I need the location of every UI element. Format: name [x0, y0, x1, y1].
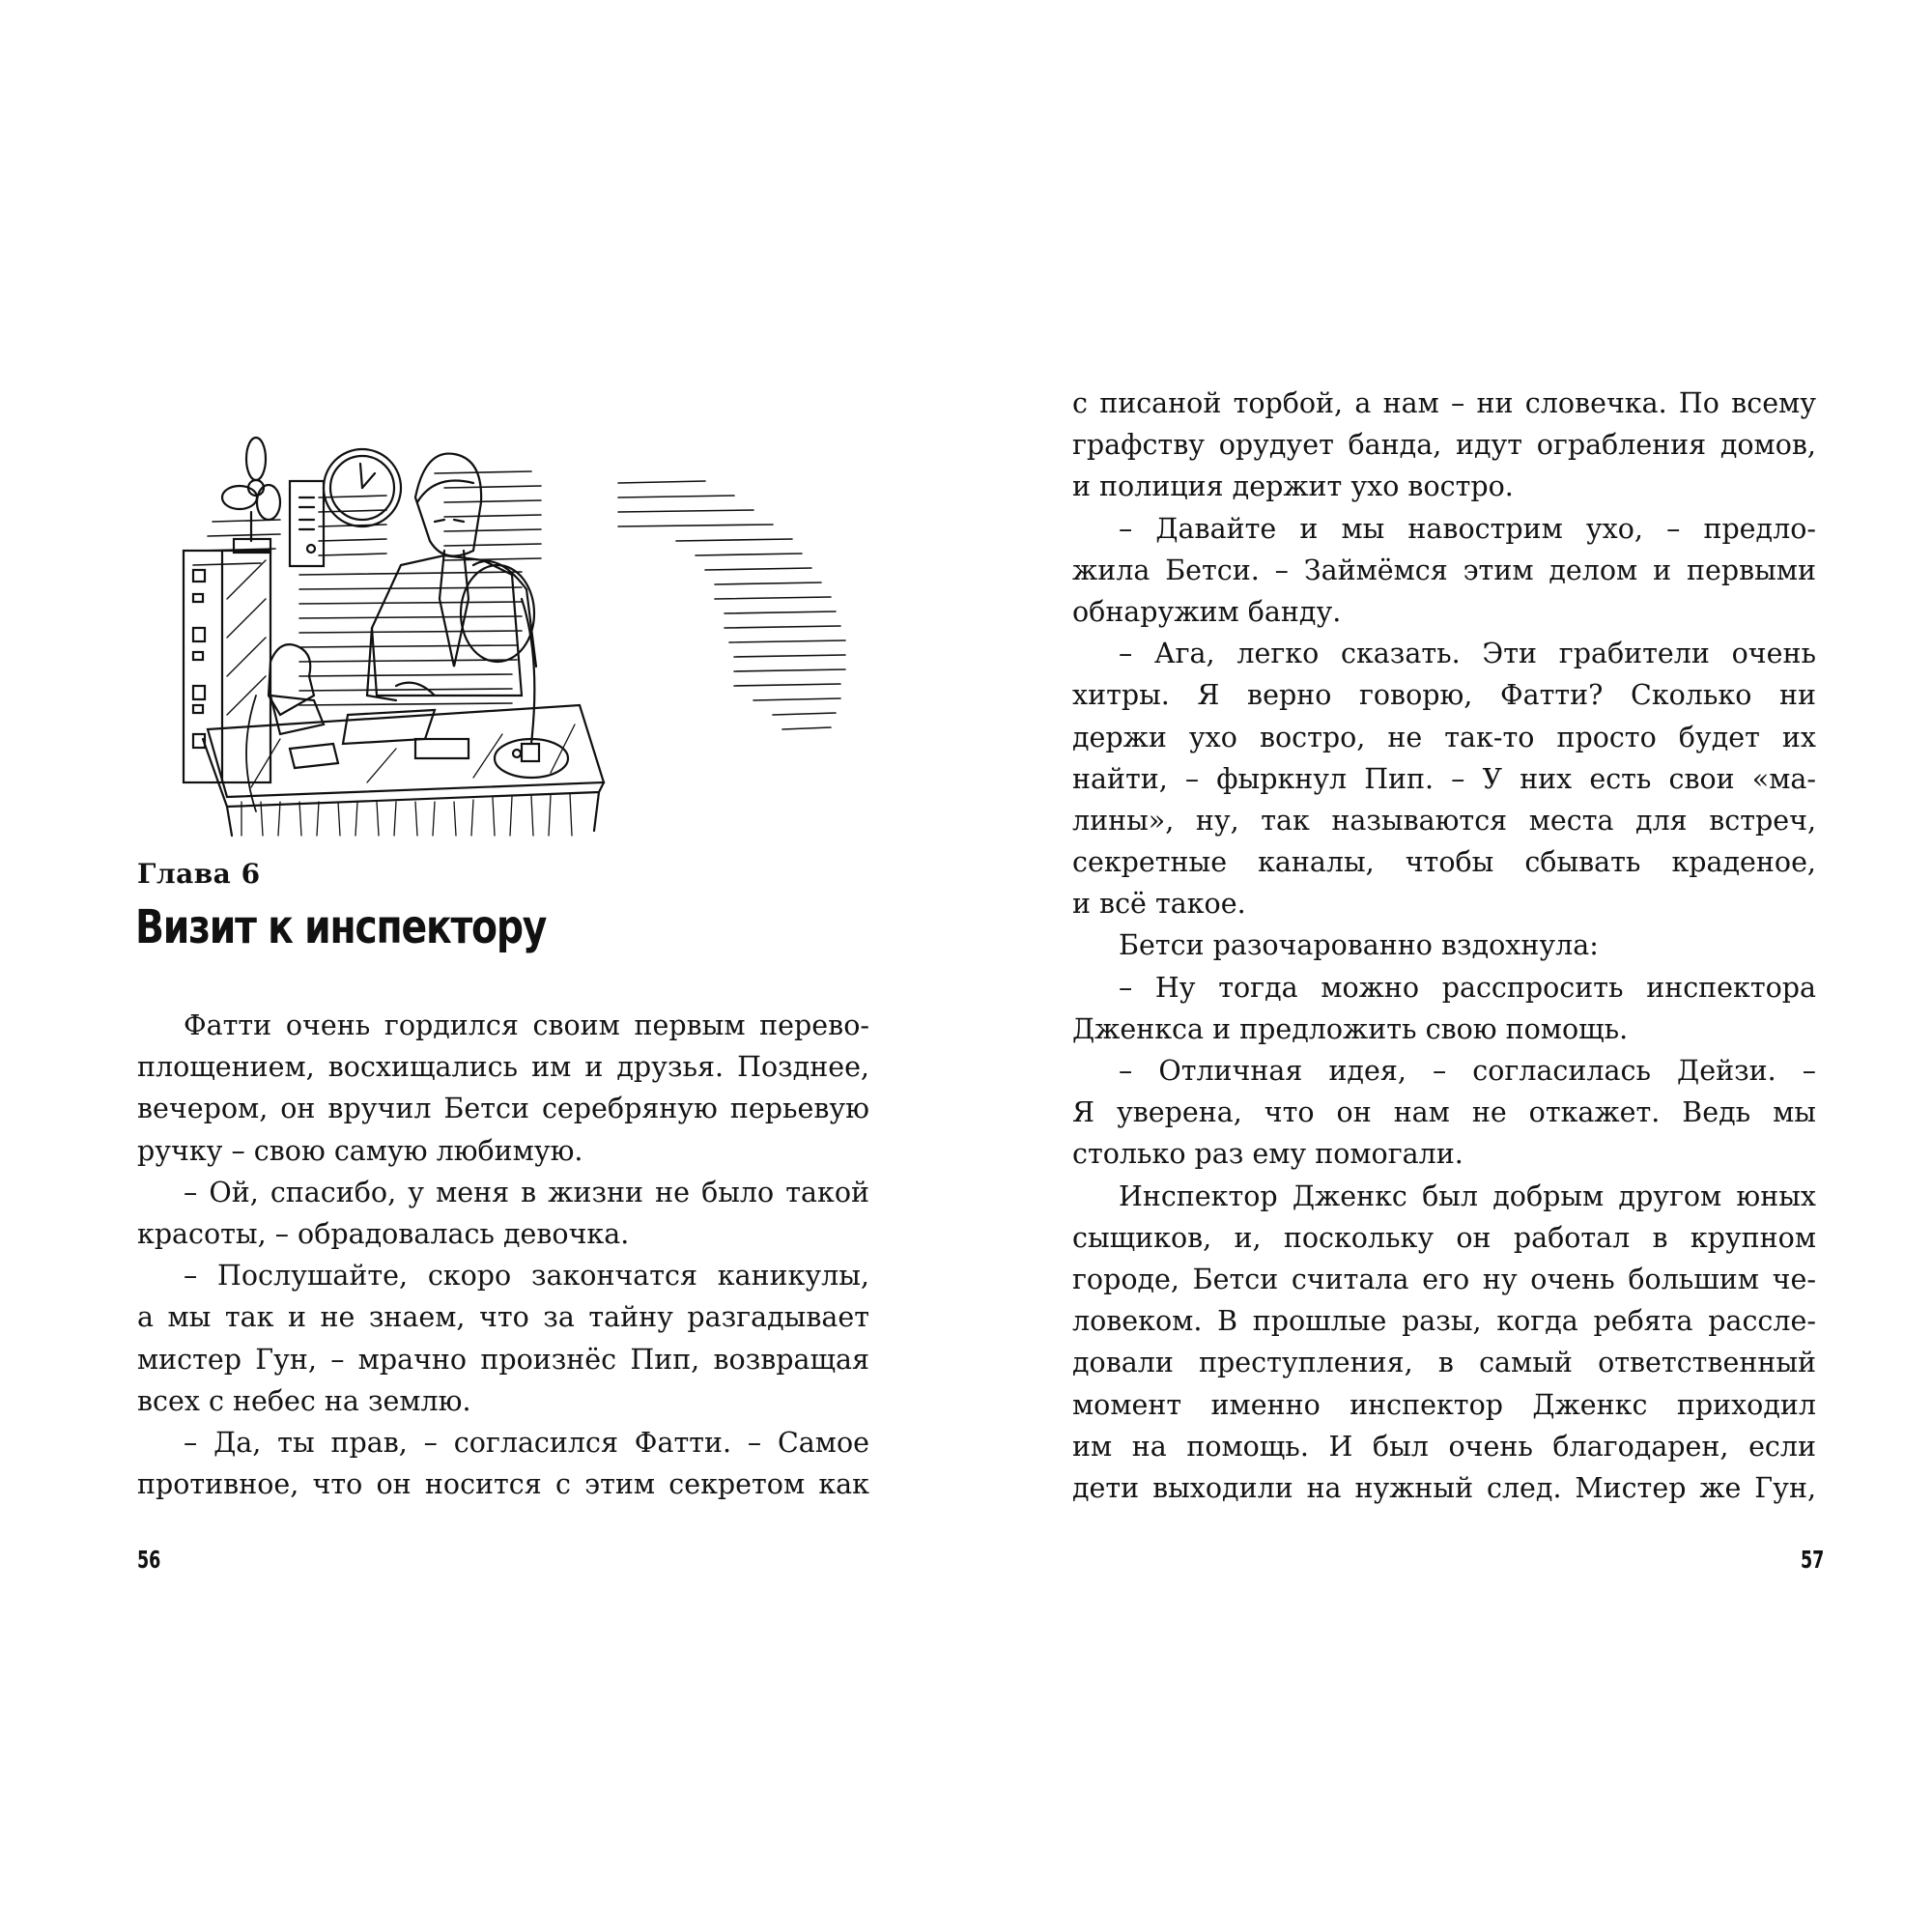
inspector-desk-illustration	[155, 406, 860, 840]
text-line: красоты, – обрадовалась девочка.	[137, 1217, 630, 1250]
inspector-figure-icon	[367, 454, 536, 700]
text-line: – Давайте и мы навострим ухо, – предло-	[1119, 512, 1816, 545]
text-line: городе, Бетси считала его ну очень большим че-	[1072, 1263, 1816, 1295]
text-line: момент именно инспектор Дженкс приходил	[1072, 1388, 1816, 1421]
desk-icon	[203, 705, 604, 836]
wall-hatching-icon	[193, 471, 845, 729]
text-line: держи ухо востро, не так-то просто будет их	[1072, 721, 1816, 753]
certificate-icon	[290, 481, 324, 566]
clock-icon	[324, 449, 401, 526]
chapter-label: Глава 6	[137, 858, 261, 890]
text-line: а мы так и не знаем, что за тайну разгадывает	[137, 1301, 869, 1334]
text-line: Я уверена, что он нам не откажет. Ведь мы	[1072, 1096, 1816, 1129]
text-line: ручку – свою самую любимую.	[137, 1134, 583, 1167]
text-line: всех с небес на землю.	[137, 1384, 471, 1417]
text-line: и полиция держит ухо востро.	[1072, 470, 1514, 503]
text-line: Дженкса и предложить свою помощь.	[1072, 1012, 1629, 1045]
text-line: – Ой, спасибо, у меня в жизни не было такой	[184, 1176, 869, 1208]
text-line: Фатти очень гордился своим первым перево-	[184, 1009, 869, 1041]
left-page-body	[137, 1005, 869, 1505]
text-line: с писаной торбой, а нам – ни словечка. По всему	[1072, 387, 1816, 419]
text-line: столько раз ему помогали.	[1072, 1138, 1463, 1171]
page-number-left: 56	[137, 1546, 161, 1574]
text-line: – Да, ты прав, – согласился Фатти. – Самое	[184, 1426, 869, 1459]
text-line: хитры. Я верно говорю, Фатти? Сколько ни	[1072, 679, 1816, 712]
text-line: противное, что он носится с этим секретом как	[137, 1468, 869, 1501]
text-line: площением, восхищались им и друзья. Позднее,	[137, 1051, 869, 1084]
filing-cabinet-icon	[184, 551, 270, 782]
page-number-right: 57	[1801, 1546, 1825, 1574]
text-line: ловеком. В прошлые разы, когда ребята рассле-	[1072, 1305, 1816, 1338]
text-line: Бетси разочарованно вздохнула:	[1119, 929, 1599, 962]
text-line: лины», ну, так называются места для встреч,	[1072, 804, 1816, 837]
text-line: – Ага, легко сказать. Эти грабители очень	[1119, 638, 1816, 670]
chapter-title: Визит к инспектору	[135, 900, 547, 954]
text-line: сыщиков, и, поскольку он работал в крупном	[1072, 1221, 1816, 1254]
text-line: графству орудует банда, идут ограбления домов,	[1072, 429, 1816, 462]
telephone-icon	[246, 644, 324, 811]
text-line: – Отличная идея, – согласилась Дейзи. –	[1119, 1055, 1816, 1087]
text-line: мистер Гун, – мрачно произнёс Пип, возвращая	[137, 1343, 869, 1376]
text-line: довали преступления, в самый ответственный	[1072, 1347, 1816, 1379]
text-line: – Ну тогда можно расспросить инспектора	[1119, 971, 1816, 1004]
text-line: дети выходили на нужный след. Мистер же Гун,	[1072, 1471, 1816, 1504]
text-line: жила Бетси. – Займёмся этим делом и первыми	[1072, 554, 1816, 586]
text-line: найти, – фыркнул Пип. – У них есть свои «ма-	[1072, 762, 1816, 795]
text-line: Инспектор Дженкс был добрым другом юных	[1119, 1179, 1816, 1212]
text-line: обнаружим банду.	[1072, 595, 1342, 628]
text-line: – Послушайте, скоро закончатся каникулы,	[184, 1260, 869, 1293]
right-page-body	[1072, 383, 1816, 1509]
text-line: вечером, он вручил Бетси серебряную перьевую	[137, 1093, 869, 1125]
text-line: им на помощь. И был очень благодарен, если	[1072, 1430, 1816, 1463]
text-line: секретные каналы, чтобы сбывать краденое,	[1072, 846, 1816, 879]
text-line: и всё такое.	[1072, 888, 1246, 921]
right-page	[966, 0, 1932, 1932]
